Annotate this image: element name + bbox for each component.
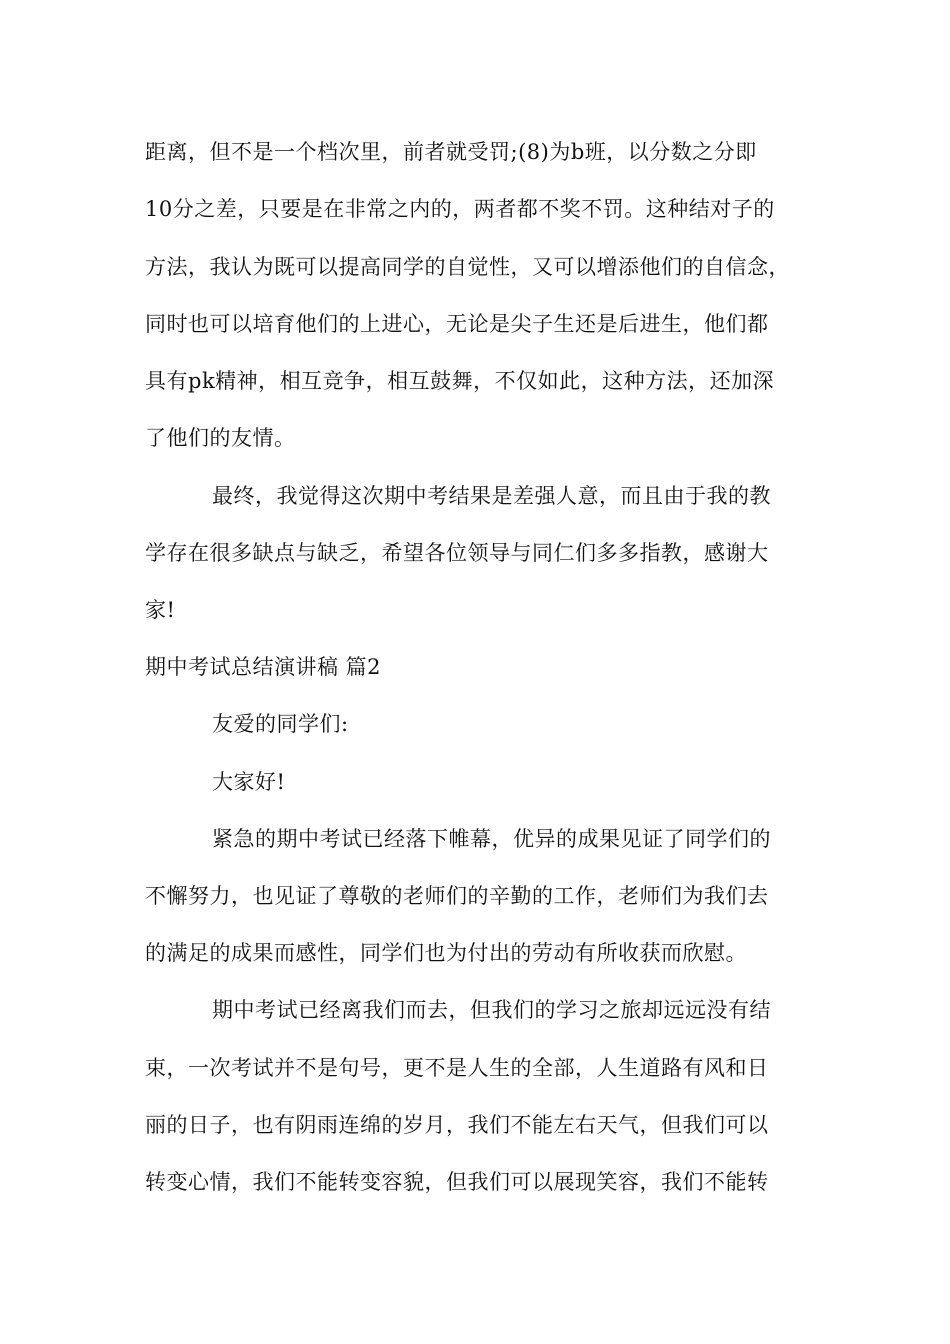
paragraph-line: 转变心情，我们不能转变容貌，但我们可以展现笑容，我们不能转	[145, 1170, 769, 1194]
paragraph-line: 10分之差，只要是在非常之内的，两者都不奖不罚。这种结对子的	[145, 197, 775, 221]
paragraph-line: 期中考试已经离我们而去，但我们的学习之旅却远远没有结	[212, 998, 771, 1022]
paragraph-line: 同时也可以培育他们的上进心，无论是尖子生还是后进生，他们都	[145, 312, 769, 336]
paragraph-line: 的满足的成果而感性，同学们也为付出的劳动有所收获而欣慰。	[145, 941, 747, 965]
paragraph-line: 了他们的友情。	[145, 426, 296, 450]
paragraph-line: 不懈努力，也见证了尊敬的老师们的辛勤的工作，老师们为我们去	[145, 884, 769, 908]
paragraph-line: 丽的日子，也有阴雨连绵的岁月，我们不能左右天气，但我们可以	[145, 1113, 769, 1137]
paragraph-line: 具有pk精神，相互竞争，相互鼓舞，不仅如此，这种方法，还加深	[145, 369, 775, 393]
paragraph-line: 距离，但不是一个档次里，前者就受罚;(8)为b班，以分数之分即	[145, 140, 757, 164]
paragraph-line: 学存在很多缺点与缺乏，希望各位领导与同仁们多多指教，感谢大	[145, 541, 769, 565]
greeting-line: 大家好!	[212, 770, 286, 794]
section-heading: 期中考试总结演讲稿 篇2	[145, 655, 382, 679]
paragraph-line: 紧急的期中考试已经落下帷幕，优异的成果见证了同学们的	[212, 827, 771, 851]
paragraph-line: 最终，我觉得这次期中考结果是差强人意，而且由于我的教	[212, 484, 771, 508]
paragraph-line: 方法，我认为既可以提高同学的自觉性，又可以增添他们的自信念，	[145, 255, 790, 279]
paragraph-line: 束，一次考试并不是句号，更不是人生的全部，人生道路有风和日	[145, 1056, 769, 1080]
greeting-line: 友爱的同学们:	[212, 712, 349, 736]
paragraph-line: 家!	[145, 598, 176, 622]
